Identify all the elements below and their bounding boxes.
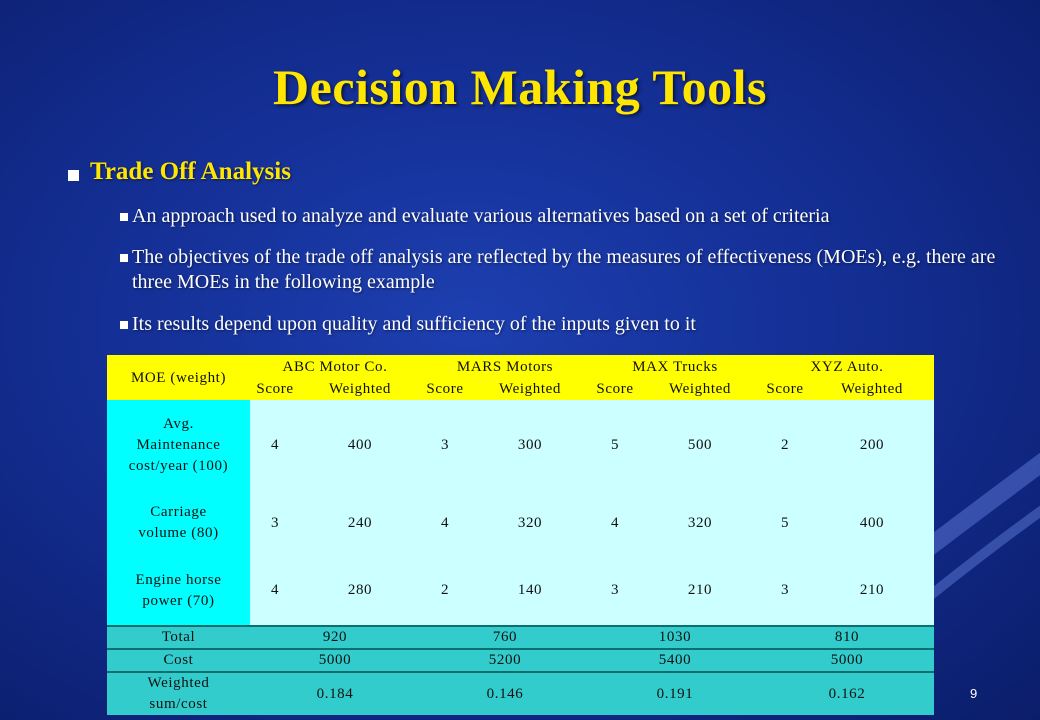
moe-label: Carriage volume (80) (107, 490, 250, 556)
score-cell: 3 (250, 490, 300, 556)
score-cell: 3 (420, 400, 470, 490)
bullet-text: An approach used to analyze and evaluate various alternatives based on a set of criteria (132, 205, 830, 227)
table-row (107, 490, 934, 556)
score-cell: 2 (760, 400, 810, 490)
score-cell: 4 (250, 556, 300, 626)
company-header: ABC Motor Co. (250, 355, 420, 378)
summary-label: Weighted sum/cost (107, 672, 250, 715)
score-header: Score (420, 378, 470, 400)
cost-row (107, 649, 934, 672)
bullet-item (120, 204, 1030, 229)
weighted-cell: 400 (300, 400, 420, 490)
score-header: Score (250, 378, 300, 400)
bullet-heading (68, 158, 291, 186)
bullet-text: Its results depend upon quality and sufficiency of the inputs given to it (132, 313, 696, 335)
summary-value: 5400 (590, 649, 760, 672)
table-header-row (107, 355, 934, 378)
weighted-header: Weighted (470, 378, 590, 400)
company-header: XYZ Auto. (760, 355, 934, 378)
company-header: MARS Motors (420, 355, 590, 378)
moe-header: MOE (weight) (107, 355, 250, 400)
weighted-cell: 320 (640, 490, 760, 556)
square-bullet-icon (68, 170, 79, 181)
square-bullet-icon (120, 321, 128, 329)
score-header: Score (590, 378, 640, 400)
square-bullet-icon (120, 254, 128, 262)
square-bullet-icon (120, 213, 128, 221)
score-header: Score (760, 378, 810, 400)
summary-value: 5200 (420, 649, 590, 672)
moe-table (107, 355, 934, 715)
score-cell: 3 (590, 556, 640, 626)
score-cell: 3 (760, 556, 810, 626)
total-row (107, 626, 934, 649)
summary-value: 0.146 (420, 672, 590, 715)
summary-label: Cost (107, 649, 250, 672)
summary-value: 1030 (590, 626, 760, 649)
weighted-cell: 210 (810, 556, 934, 626)
page-number: 9 (970, 686, 978, 701)
score-cell: 4 (250, 400, 300, 490)
summary-value: 5000 (250, 649, 420, 672)
weighted-cell: 240 (300, 490, 420, 556)
bullet-item (120, 245, 1030, 295)
score-cell: 4 (420, 490, 470, 556)
moe-label: Engine horse power (70) (107, 556, 250, 626)
table-row (107, 556, 934, 626)
summary-label: Total (107, 626, 250, 649)
weighted-header: Weighted (810, 378, 934, 400)
table-row (107, 400, 934, 490)
summary-value: 5000 (760, 649, 934, 672)
weighted-sum-cost-row (107, 672, 934, 715)
summary-value: 920 (250, 626, 420, 649)
weighted-cell: 300 (470, 400, 590, 490)
bullet-item (120, 312, 1030, 337)
weighted-header: Weighted (640, 378, 760, 400)
score-cell: 5 (590, 400, 640, 490)
weighted-cell: 320 (470, 490, 590, 556)
weighted-header: Weighted (300, 378, 420, 400)
score-cell: 2 (420, 556, 470, 626)
summary-value: 0.191 (590, 672, 760, 715)
summary-value: 810 (760, 626, 934, 649)
company-header: MAX Trucks (590, 355, 760, 378)
weighted-cell: 400 (810, 490, 934, 556)
summary-value: 0.162 (760, 672, 934, 715)
heading-text: Trade Off Analysis (90, 158, 291, 185)
bullet-text: The objectives of the trade off analysis are reflected by the measures of effectiveness (MOEs), e.g. there are three MOEs in the following example (132, 246, 996, 293)
score-cell: 4 (590, 490, 640, 556)
summary-value: 760 (420, 626, 590, 649)
weighted-cell: 500 (640, 400, 760, 490)
moe-label: Avg. Maintenance cost/year (100) (107, 400, 250, 490)
summary-value: 0.184 (250, 672, 420, 715)
slide-title: Decision Making Tools (273, 59, 767, 115)
weighted-cell: 210 (640, 556, 760, 626)
score-cell: 5 (760, 490, 810, 556)
weighted-cell: 280 (300, 556, 420, 626)
weighted-cell: 200 (810, 400, 934, 490)
weighted-cell: 140 (470, 556, 590, 626)
